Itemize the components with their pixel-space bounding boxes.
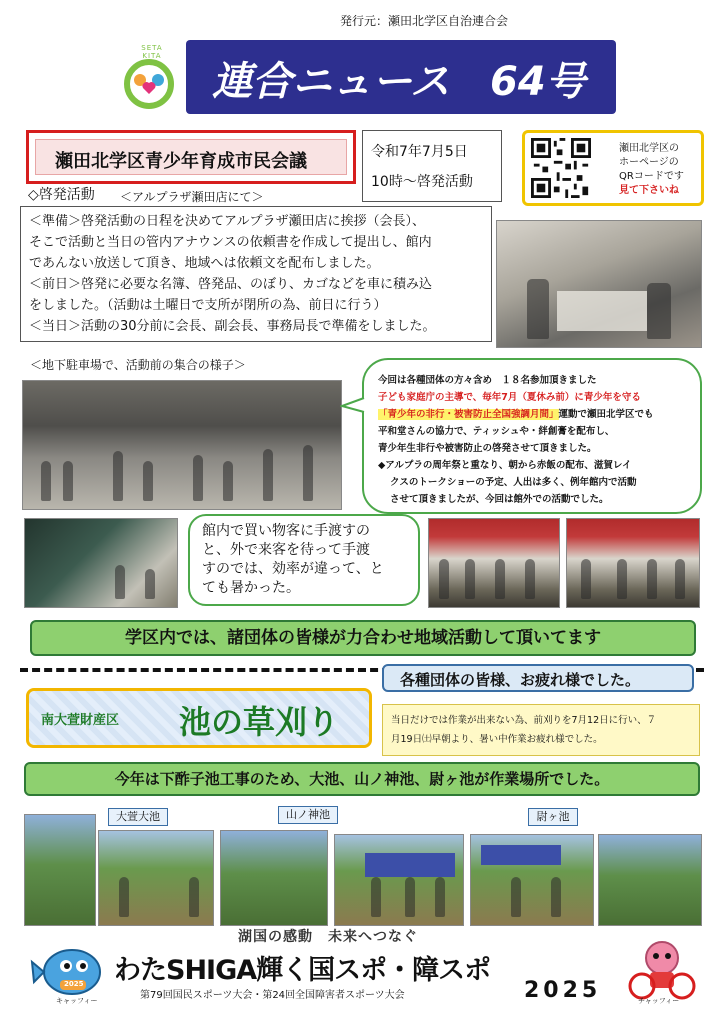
location-label: 山ノ神池 bbox=[278, 806, 338, 824]
qr-box bbox=[522, 130, 704, 206]
bubble-line: 子ども家庭庁の主導で、毎年7月（夏休み前）に青少年を守る bbox=[378, 392, 641, 403]
body-line: ＜前日＞啓発に必要な名簿、啓発品、のぼり、カゴなどを車に積み込 bbox=[29, 277, 433, 292]
bubble-line: 運動で瀬田北学区でも bbox=[558, 409, 654, 420]
bubble-line-highlight: 「青少年の非行・被害防止全国強調月間」 bbox=[378, 409, 559, 420]
qr-line4: 見て下さいね bbox=[619, 185, 679, 196]
bubble-line: ◆アルプラの周年祭と重なり、朝から赤飯の配布、滋賀レイ bbox=[378, 460, 632, 471]
logo-text: SETA KITA bbox=[141, 44, 163, 60]
footer-sub: 第79回国民スポーツ大会・第24回全国障害者スポーツ大会 bbox=[140, 990, 405, 1001]
work-location-banner: 今年は下酢子池工事のため、大池、山ノ神池、尉ヶ池が作業場所でした。 bbox=[24, 762, 700, 796]
comment-bubble bbox=[188, 514, 420, 606]
comment-line: と、外で来客を待って手渡 bbox=[202, 542, 370, 558]
bubble-line: クスのトークショーの予定、人出は多く、例年館内で活動 bbox=[390, 477, 637, 488]
photo-mowing-3 bbox=[220, 830, 328, 926]
activity-body bbox=[20, 206, 492, 342]
body-line: ＜準備＞啓発活動の日程を決めてアルプラザ瀬田店に挨拶（会長）、 bbox=[29, 214, 425, 229]
section-heading-text: 瀬田北学区青少年育成市民会議 bbox=[55, 151, 307, 172]
logo bbox=[118, 42, 180, 110]
masthead bbox=[186, 40, 616, 114]
mowing-tag: 南大萱財産区 bbox=[41, 713, 120, 728]
photo-parking-gathering bbox=[22, 380, 342, 510]
thanks-box bbox=[382, 664, 694, 692]
qr-code-icon bbox=[531, 138, 591, 198]
body-line: ＜当日＞活動の30分前に会長、副会長、事務局長で準備をしました。 bbox=[29, 319, 436, 334]
activity-subtitle: ＜アルプラザ瀬田店にて＞ bbox=[120, 190, 264, 204]
publisher-line: 発行元：瀬田北学区自治連合会 bbox=[340, 14, 509, 28]
qr-line1: 瀬田北学区の bbox=[619, 143, 679, 154]
mowing-title: 池の草刈り bbox=[179, 703, 340, 741]
mowing-title-box bbox=[26, 688, 372, 748]
section-heading bbox=[26, 130, 356, 184]
photo-mowing-1 bbox=[24, 814, 96, 926]
bubble-line: 青少年生非行や被害防止の啓発させて頂きました。 bbox=[378, 443, 597, 454]
bubble-line: 今回は各種団体の方々含め １８名参加頂きました bbox=[378, 375, 597, 386]
thanks-text: 各種団体の皆様、お疲れ様でした。 bbox=[400, 671, 641, 689]
mascot-right bbox=[622, 936, 702, 1006]
comment-line: 館内で買い物客に手渡すの bbox=[202, 523, 370, 539]
community-banner: 学区内では、諸団体の皆様が力合わせ地域活動して頂いてます bbox=[30, 620, 696, 656]
photo-mowing-2 bbox=[98, 830, 214, 926]
bubble-line: 平和堂さんの協力で、ティッシュや・絆創膏を配布し、 bbox=[378, 426, 615, 437]
footer-year: 2025 bbox=[524, 978, 602, 1003]
mascot-badge: 2025 bbox=[64, 980, 84, 988]
activity-title: ◇啓発活動 bbox=[28, 187, 95, 203]
mascot-left bbox=[30, 940, 112, 1006]
date-box bbox=[362, 130, 502, 202]
bubble-line: させて頂きましたが、今回は館外での活動でした。 bbox=[390, 494, 609, 505]
info-bubble bbox=[362, 358, 702, 514]
photo-mowing-4 bbox=[334, 834, 464, 926]
location-label: 大萱大池 bbox=[108, 808, 168, 826]
photo-storefront-2 bbox=[566, 518, 700, 608]
date-line2: 10時～啓発活動 bbox=[371, 174, 473, 190]
location-label: 尉ヶ池 bbox=[528, 808, 578, 826]
note-line: 月19日㈯早朝より、暑い中作業お疲れ様でした。 bbox=[391, 734, 603, 745]
footer-slogan: 湖国の感動 未来へつなぐ bbox=[238, 929, 418, 945]
masthead-title: 連合ニュース 64号 bbox=[212, 59, 586, 105]
parking-caption: ＜地下駐車場で、活動前の集合の様子＞ bbox=[30, 358, 246, 372]
photo-mowing-5 bbox=[470, 834, 594, 926]
mascot-left-name: キャッフィー bbox=[56, 997, 98, 1005]
date-line1: 令和7年7月5日 bbox=[371, 144, 468, 160]
qr-line2: ホーページの bbox=[619, 157, 679, 168]
comment-line: ても暑かった。 bbox=[202, 580, 300, 596]
comment-line: すのでは、効率が違って、と bbox=[202, 561, 384, 577]
photo-mowing-6 bbox=[598, 834, 702, 926]
mascot-right-name: チャッフィー bbox=[638, 997, 680, 1005]
body-line: そこで活動と当日の管内アナウンスの依頼書を作成して提出し、館内 bbox=[29, 235, 432, 250]
photo-escalator bbox=[24, 518, 178, 608]
bubble-tail bbox=[340, 396, 366, 416]
photo-storefront-1 bbox=[428, 518, 560, 608]
mowing-note bbox=[382, 704, 700, 756]
qr-line3: QRコードです bbox=[619, 171, 684, 182]
note-line: 当日だけでは作業が出来ない為、前刈りを7月12日に行い、７ bbox=[391, 715, 657, 726]
photo-preparation bbox=[496, 220, 702, 348]
body-line: であんない放送して頂き、地域へは依頼文を配布しました。 bbox=[29, 256, 380, 271]
body-line: をしました。（活動は土曜日で支所が閉所の為、前日に行う） bbox=[29, 298, 387, 313]
footer-main: わたSHIGA輝く国スポ・障スポ bbox=[114, 955, 491, 986]
